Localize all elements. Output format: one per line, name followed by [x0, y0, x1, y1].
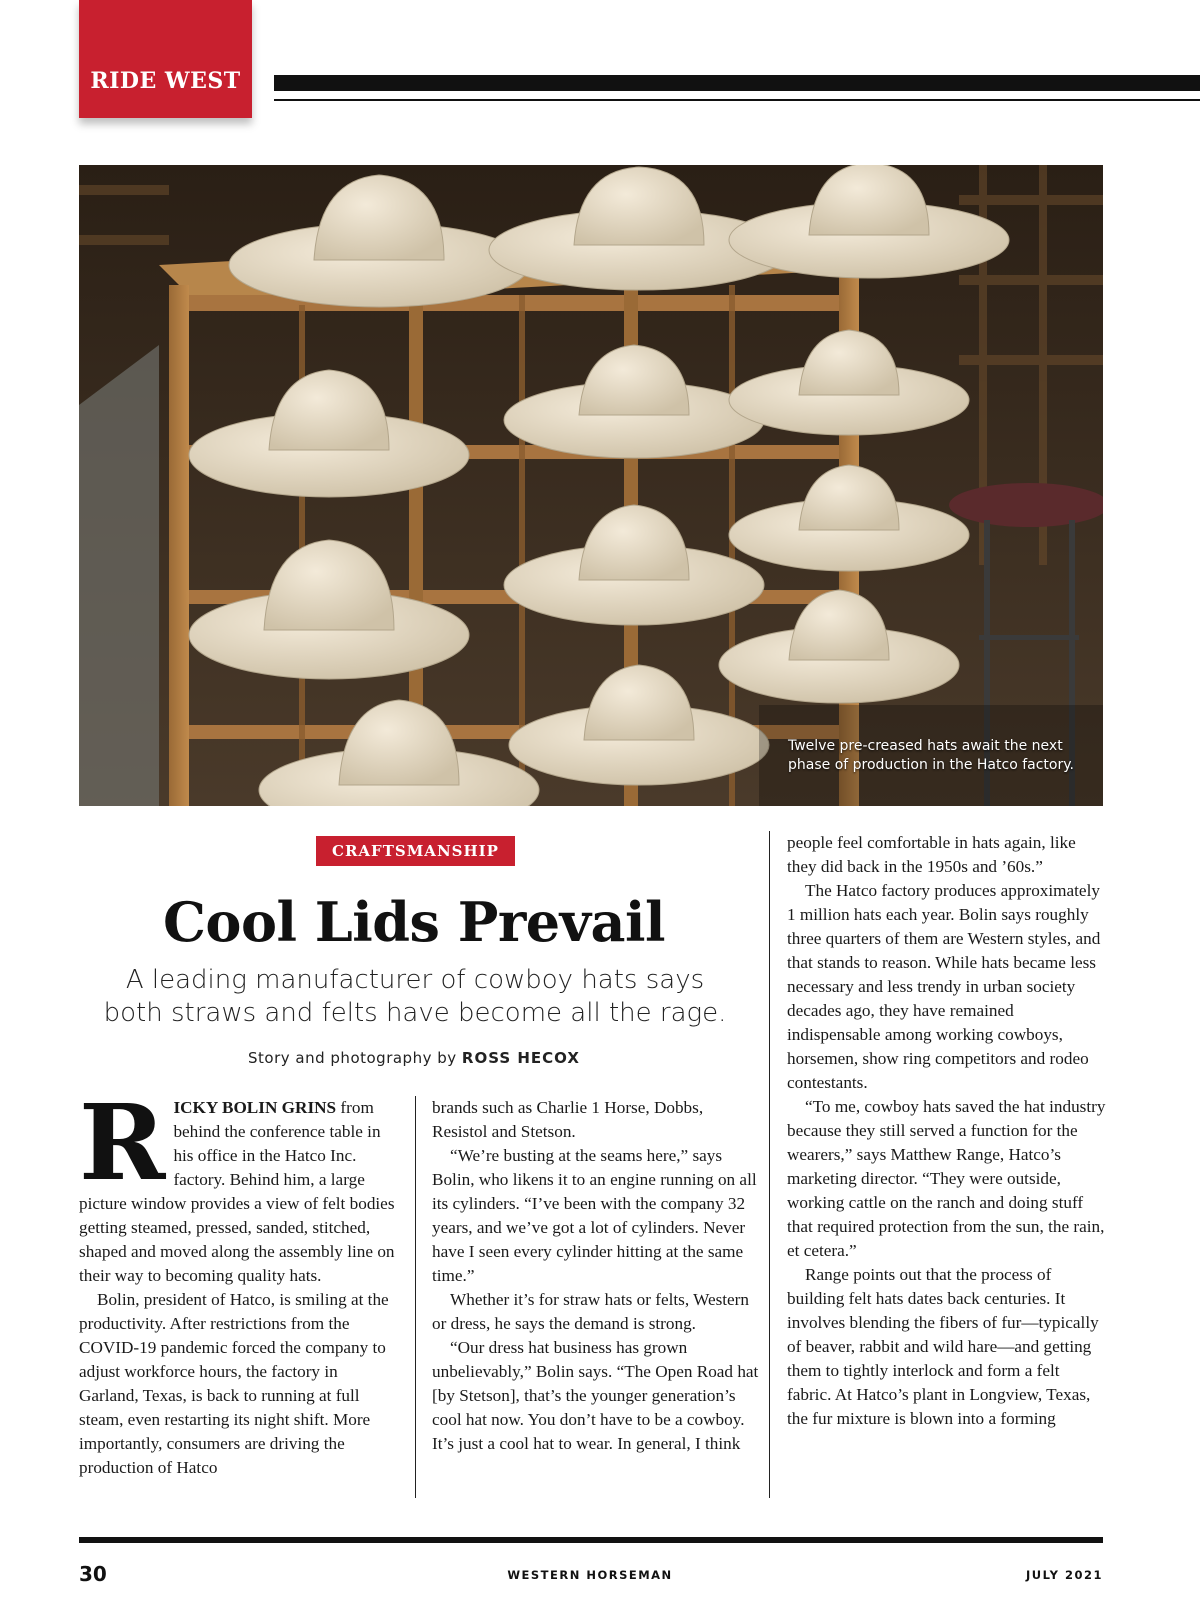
page-number: 30: [79, 1562, 107, 1586]
paragraph: “Our dress hat business has grown unbelievably,” Bolin says. “The Open Road hat [by Stetson], that’s the younger generation’s cool hat now. You don’t have to be a cowboy. It’s just a cool hat to wear. In general, I think: [432, 1338, 759, 1453]
paragraph: Bolin, president of Hatco, is smiling at the productivity. After restrictions from the COVID-19 pandemic forced the company to adjust workforce hours, the factory in Garland, Texas, is back to running at full steam, even restarting its night shift. More importantly, consumers are driving the production of Hatco: [79, 1290, 389, 1477]
byline: [79, 1049, 749, 1067]
column-divider: [415, 1096, 416, 1498]
section-tab: [79, 0, 252, 118]
paragraph: Range points out that the process of building felt hats dates back centuries. It involves blending the fibers of fur—typically of beaver, rabbit and wild hare—and getting them to tightly interlock and form a felt fabric. At Hatco’s plant in Longview, Texas, the fur mixture is blown into a forming: [787, 1265, 1099, 1428]
column-divider: [769, 831, 770, 1498]
hat-rack-illustration: [79, 165, 1103, 806]
section-label: RIDE WEST: [90, 68, 241, 94]
paragraph: “To me, cowboy hats saved the hat industry because they still served a function for the wearers,” says Matthew Range, Hatco’s marketing director. “They were outside, working cattle on the ranch and doing stuff that required protection from the sun, the rain, et cetera.”: [787, 1097, 1106, 1260]
header-rule-thin: [274, 99, 1200, 101]
byline-author: ROSS HECOX: [461, 1049, 580, 1067]
paragraph: [79, 1081, 399, 1288]
paragraph: brands such as Charlie 1 Horse, Dobbs, Resistol and Stetson.: [432, 1098, 704, 1141]
paragraph: Whether it’s for straw hats or felts, Western or dress, he says the demand is strong.: [432, 1290, 749, 1333]
photo-caption: Twelve pre-creased hats await the next phase of production in the Hatco factory.: [788, 738, 1074, 773]
headline: Cool Lids Prevail: [162, 890, 666, 954]
column-3: [787, 831, 1107, 1431]
issue-date: JULY 2021: [1026, 1568, 1103, 1582]
paragraph: people feel comfortable in hats again, like they did back in the 1950s and ’60s.”: [787, 833, 1076, 876]
kicker-label: CRAFTSMANSHIP: [316, 836, 515, 866]
column-1: [79, 1081, 399, 1480]
dek: A leading manufacturer of cowboy hats says both straws and felts have become all the rage.: [103, 965, 727, 1028]
paragraph-text: from behind the conference table in his office in the Hatco Inc. factory. Behind him, a large picture window provides a view of felt bodies getting steamed, pressed, sanded, stitched, shaped and moved along the assembly line on their way to becoming quality hats.: [79, 1098, 395, 1285]
byline-prefix: Story and photography by: [248, 1049, 457, 1067]
paragraph: “We’re busting at the seams here,” says Bolin, who likens it to an engine running on all its cylinders. “I’ve been with the company 32 years, and we’ve got a lot of cylinders. Never have I seen every cylinder hitting at the same time.”: [432, 1146, 757, 1285]
lead-in: ICKY BOLIN GRINS: [173, 1098, 337, 1117]
magazine-name: WESTERN HORSEMAN: [507, 1568, 673, 1582]
hero-photo: [79, 165, 1103, 806]
paragraph: The Hatco factory produces approximately 1 million hats each year. Bolin says roughly three quarters of them are Western styles, and that stands to reason. While hats became less necessary and less trendy in urban society decades ago, they have remained indispensable among working cowboys, horsemen, show ring competitors and rodeo contestants.: [787, 881, 1101, 1092]
dropcap: R: [79, 1081, 166, 1204]
column-2: [432, 1096, 762, 1456]
header-rule-thick: [274, 75, 1200, 91]
footer-rule: [79, 1537, 1103, 1543]
